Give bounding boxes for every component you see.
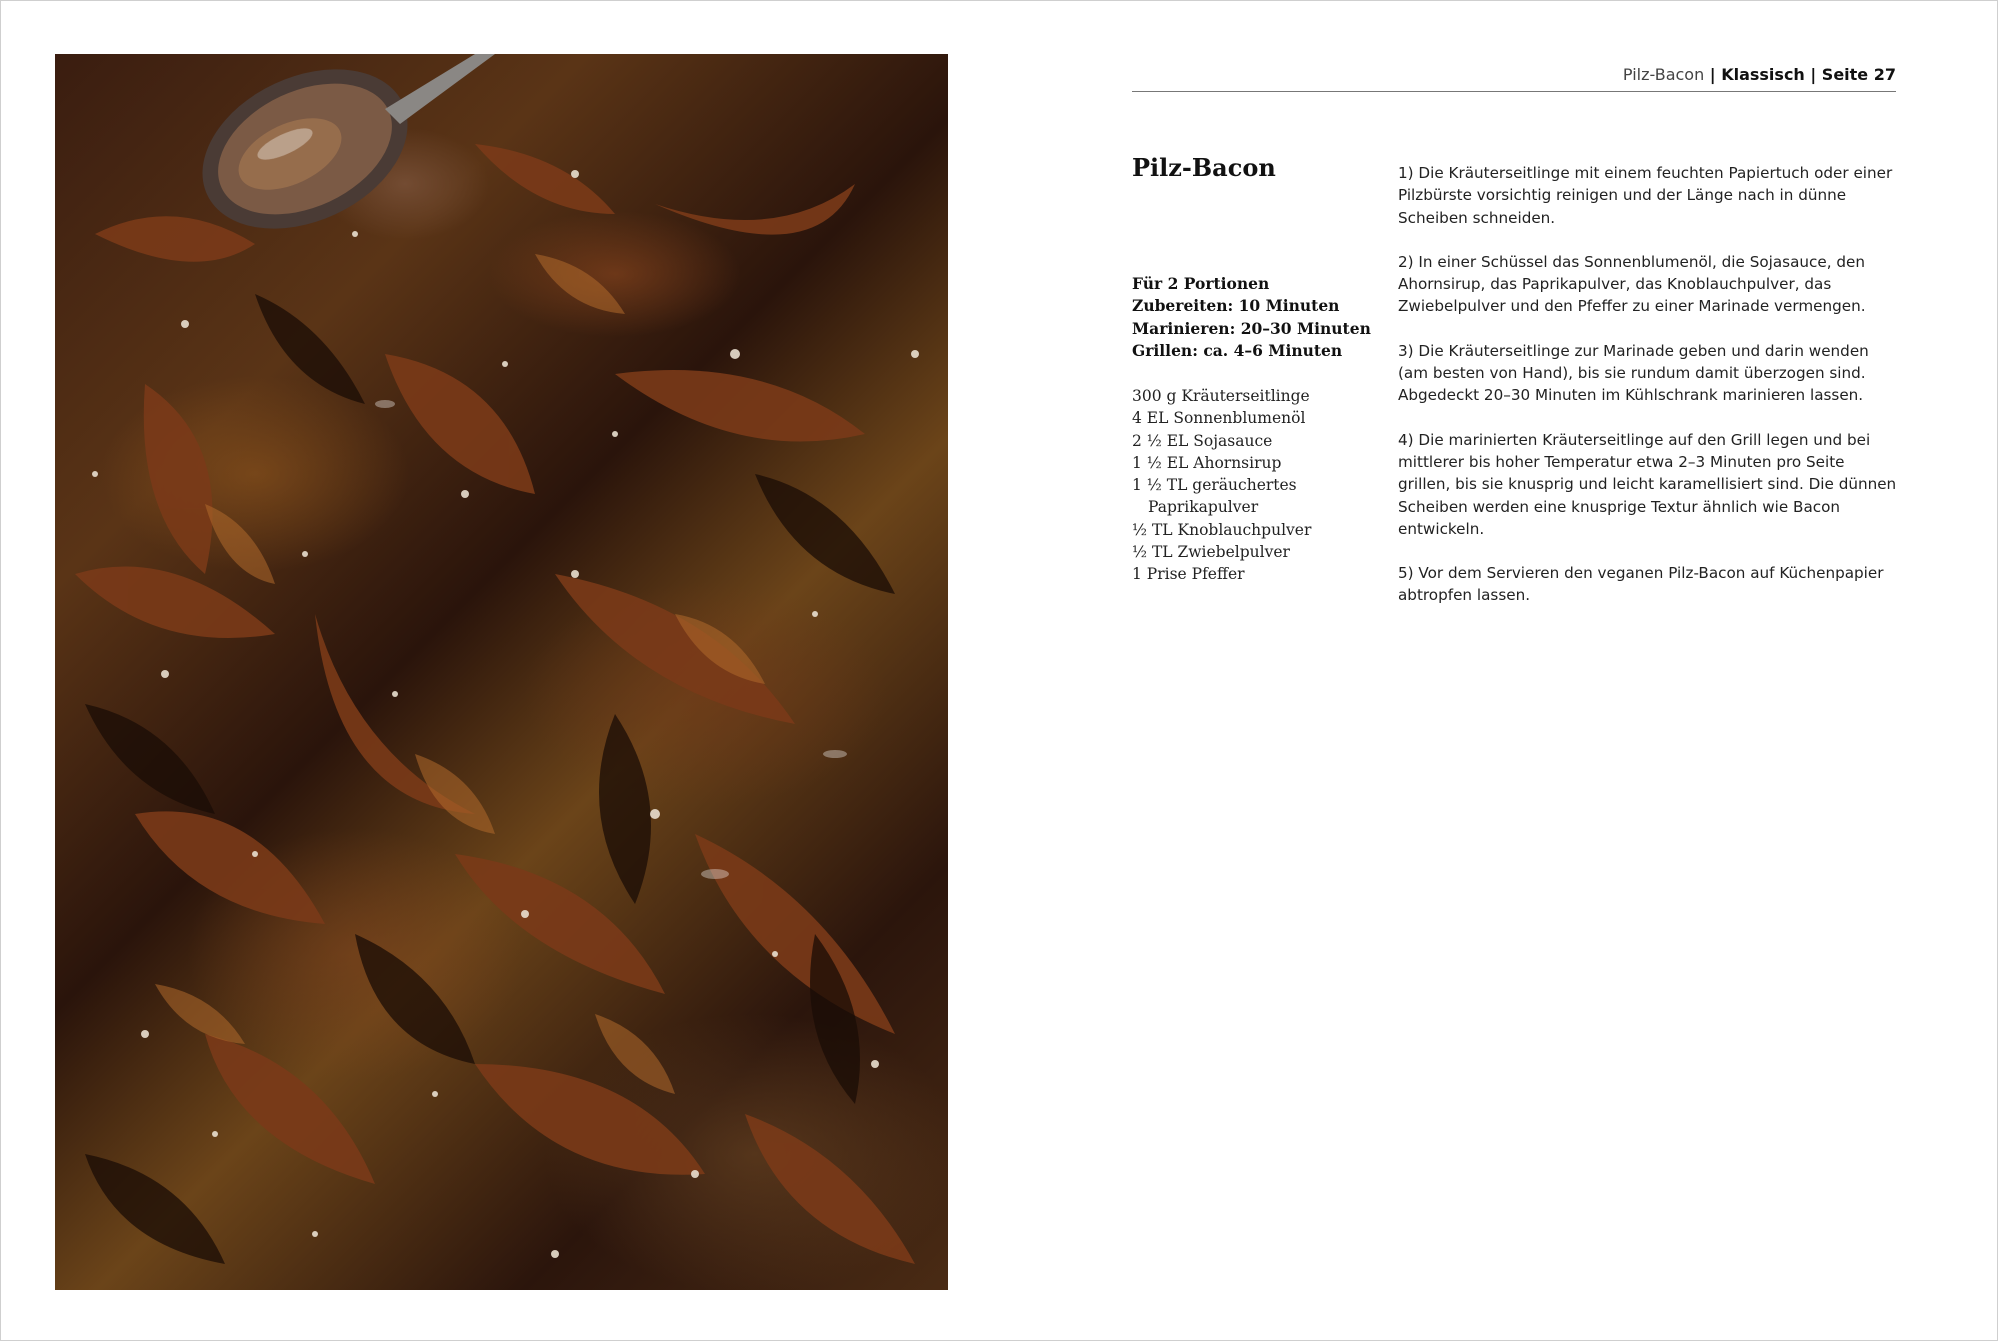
ingredient-item: 1 Prise Pfeffer	[1132, 565, 1245, 584]
header-separator: |	[1704, 65, 1722, 84]
header-rule	[1132, 91, 1896, 92]
servings: Für 2 Portionen	[1132, 274, 1270, 293]
food-photo	[55, 54, 948, 1290]
header-page-number: Seite 27	[1821, 65, 1896, 84]
running-header	[1132, 65, 1896, 91]
header-recipe-name: Pilz-Bacon	[1622, 65, 1705, 84]
step-5: 5) Vor dem Servieren den veganen Pilz-Bacon auf Küchenpapier abtropfen lassen.	[1398, 564, 1884, 605]
recipe-meta	[1132, 273, 1372, 363]
step-2: 2) In einer Schüssel das Sonnenblumenöl, die Sojasauce, den Ahornsirup, das Paprikapulver, das Knoblauchpulver, das Zwiebelpulver und den Pfeffer zu einer Marinade vermengen.	[1398, 252, 1866, 316]
step-4: 4) Die marinierten Kräuterseitlinge auf den Grill legen und bei mittlerer bis hoher Temperatur etwa 2–3 Minuten pro Seite grillen, bis sie knusprig und leicht karamellisiert sind. Die dünnen Scheiben werden eine knusprige Textur ähnlich wie Bacon entwickeln.	[1398, 430, 1897, 538]
header-section: Klassisch	[1721, 65, 1805, 84]
recipe-steps	[1398, 162, 1898, 629]
ingredient-item-continued: Paprikapulver	[1148, 498, 1259, 517]
ingredient-item: ½ TL Zwiebelpulver	[1132, 543, 1290, 562]
ingredient-item: ½ TL Knoblauchpulver	[1132, 520, 1312, 539]
grill-time: Grillen: ca. 4–6 Minuten	[1132, 341, 1343, 361]
prep-time: Zubereiten: 10 Minuten	[1132, 296, 1340, 316]
ingredient-list	[1132, 385, 1372, 586]
ingredient-item: 1 ½ EL Ahornsirup	[1132, 453, 1282, 472]
step-1: 1) Die Kräuterseitlinge mit einem feuchten Papiertuch oder einer Pilzbürste vorsichtig reinigen und der Länge nach in dünne Scheiben schneiden.	[1398, 164, 1893, 227]
header-separator: |	[1804, 65, 1822, 84]
ingredient-item: 2 ½ EL Sojasauce	[1132, 431, 1273, 450]
grilled-mushrooms-illustration	[55, 54, 948, 1290]
step-3: 3) Die Kräuterseitlinge zur Marinade geben und darin wenden (am besten von Hand), bis sie rundum damit überzogen sind. Abgedeckt 20–30 Minuten im Kühlschrank marinieren lassen.	[1398, 341, 1869, 405]
ingredient-item: 300 g Kräuterseitlinge	[1132, 387, 1310, 405]
ingredient-item: 4 EL Sonnenblumenöl	[1132, 409, 1306, 428]
marinate-time: Marinieren: 20–30 Minuten	[1132, 318, 1371, 338]
recipe-title: Pilz-Bacon	[1132, 153, 1276, 182]
ingredient-item: 1 ½ TL geräuchertes	[1132, 476, 1297, 495]
